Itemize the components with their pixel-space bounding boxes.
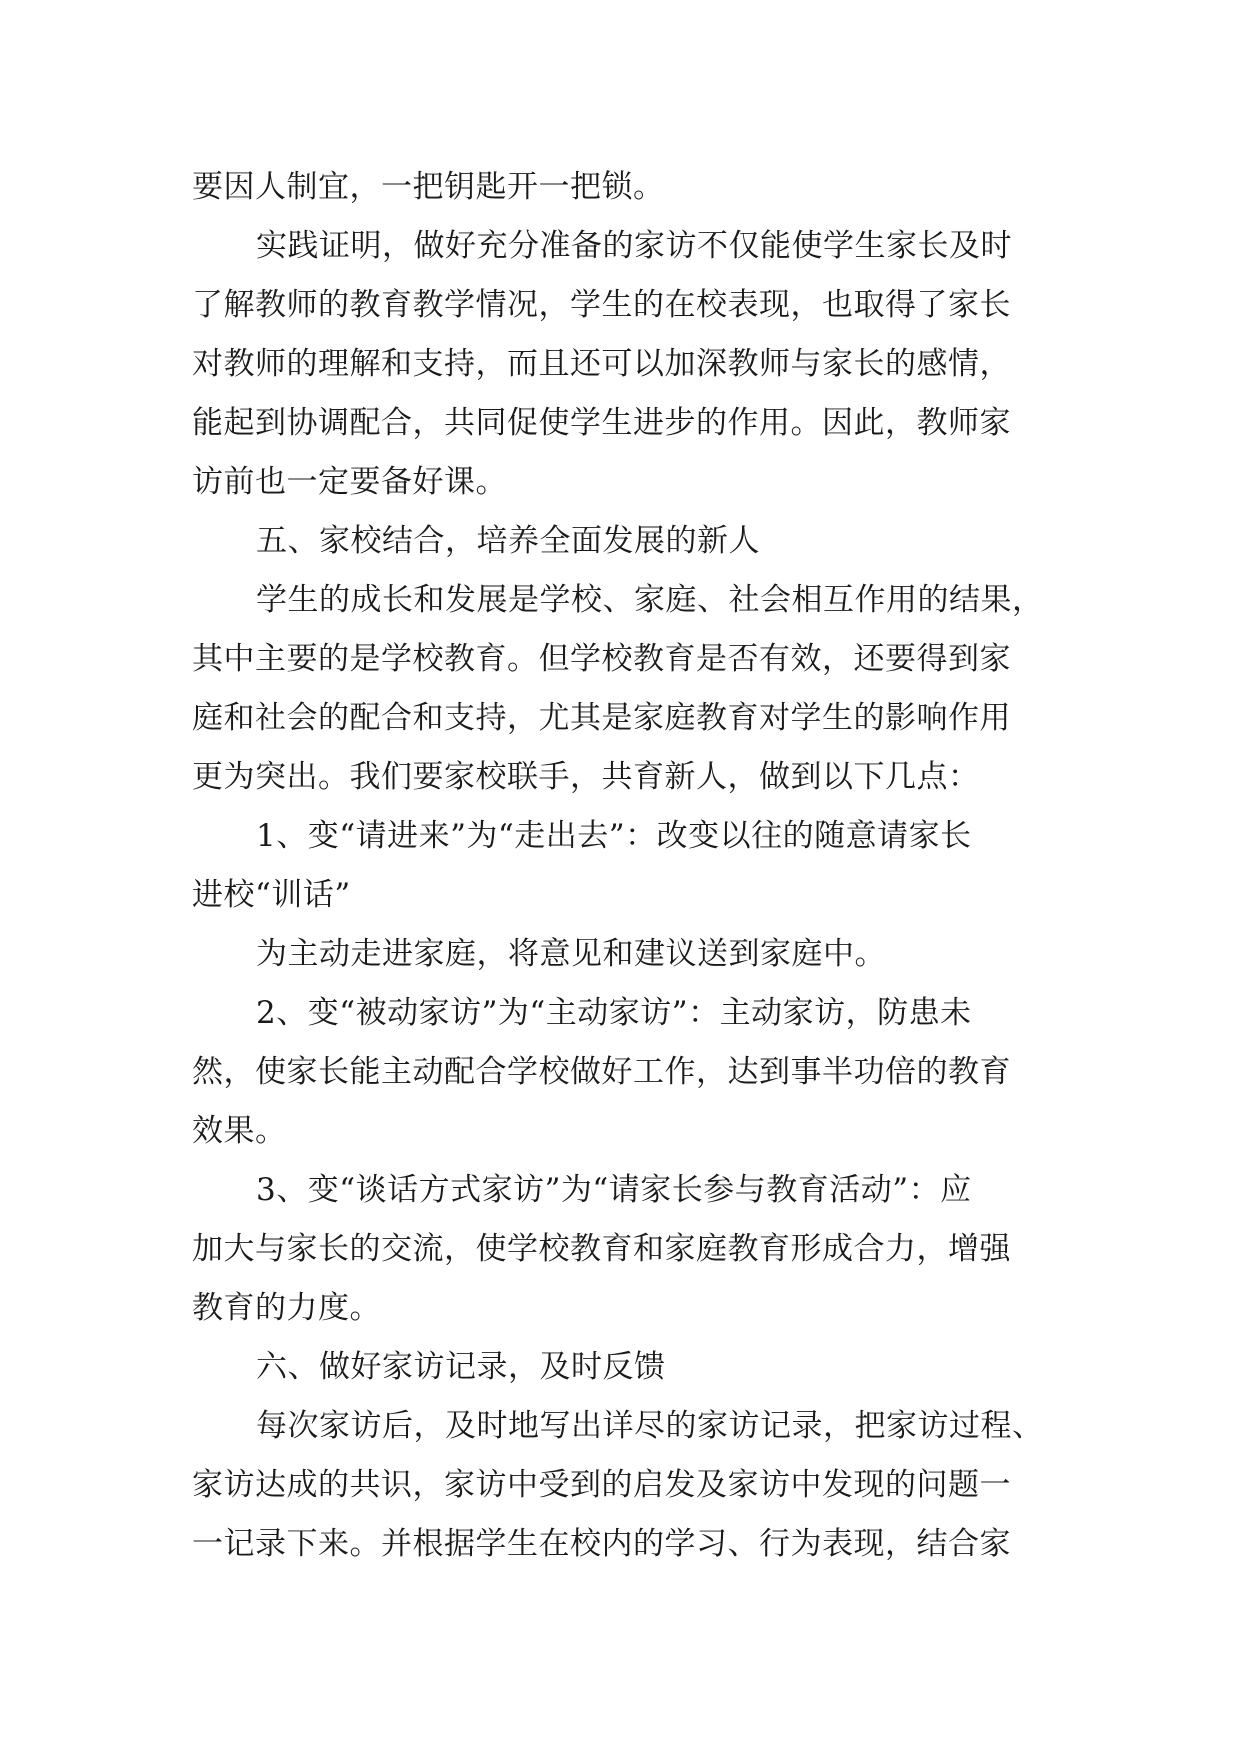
text-line: 更为突出。我们要家校联手，共育新人，做到以下几点： [192,759,980,795]
text-line: 庭和社会的配合和支持，尤其是家庭教育对学生的影响作用 [192,700,1011,736]
text-line: 对教师的理解和支持，而且还可以加深教师与家长的感情， [192,346,1011,382]
text-line: 访前也一定要备好课。 [192,464,507,500]
text-line: 要因人制宜，一把钥匙开一把锁。 [192,169,665,205]
text-line: 进校“训话” [192,877,351,913]
text-line: 一记录下来。并根据学生在校内的学习、行为表现，结合家 [192,1526,1011,1562]
text-line: 能起到协调配合，共同促使学生进步的作用。因此，教师家 [192,405,1011,441]
list-item-two: 2、变“被动家访”为“主动家访”：主动家访，防患未 [256,995,972,1031]
text-line: 家访达成的共识，家访中受到的启发及家访中发现的问题一 [192,1467,1011,1503]
list-item-one: 1、变“请进来”为“走出去”：改变以往的随意请家长 [256,818,972,854]
text-line: 加大与家长的交流，使学校教育和家庭教育形成合力，增强 [192,1231,1011,1267]
paragraph-first-line: 为主动走进家庭，将意见和建议送到家庭中。 [256,936,886,972]
section-heading-six: 六、做好家访记录，及时反馈 [256,1349,666,1385]
paragraph-first-line: 每次家访后，及时地写出详尽的家访记录，把家访过程、 [256,1408,1044,1444]
list-item-three: 3、变“谈话方式家访”为“请家长参与教育活动”：应 [256,1172,972,1208]
text-line: 教育的力度。 [192,1290,381,1326]
text-line: 效果。 [192,1113,287,1149]
paragraph-first-line: 学生的成长和发展是学校、家庭、社会相互作用的结果， [256,582,1044,618]
section-heading-five: 五、家校结合，培养全面发展的新人 [256,523,760,559]
document-body [192,158,1052,1574]
text-line: 其中主要的是学校教育。但学校教育是否有效，还要得到家 [192,641,1011,677]
paragraph-first-line: 实践证明，做好充分准备的家访不仅能使学生家长及时 [256,228,1012,264]
text-line: 然，使家长能主动配合学校做好工作，达到事半功倍的教育 [192,1054,1011,1090]
text-line: 了解教师的教育教学情况，学生的在校表现，也取得了家长 [192,287,1011,323]
